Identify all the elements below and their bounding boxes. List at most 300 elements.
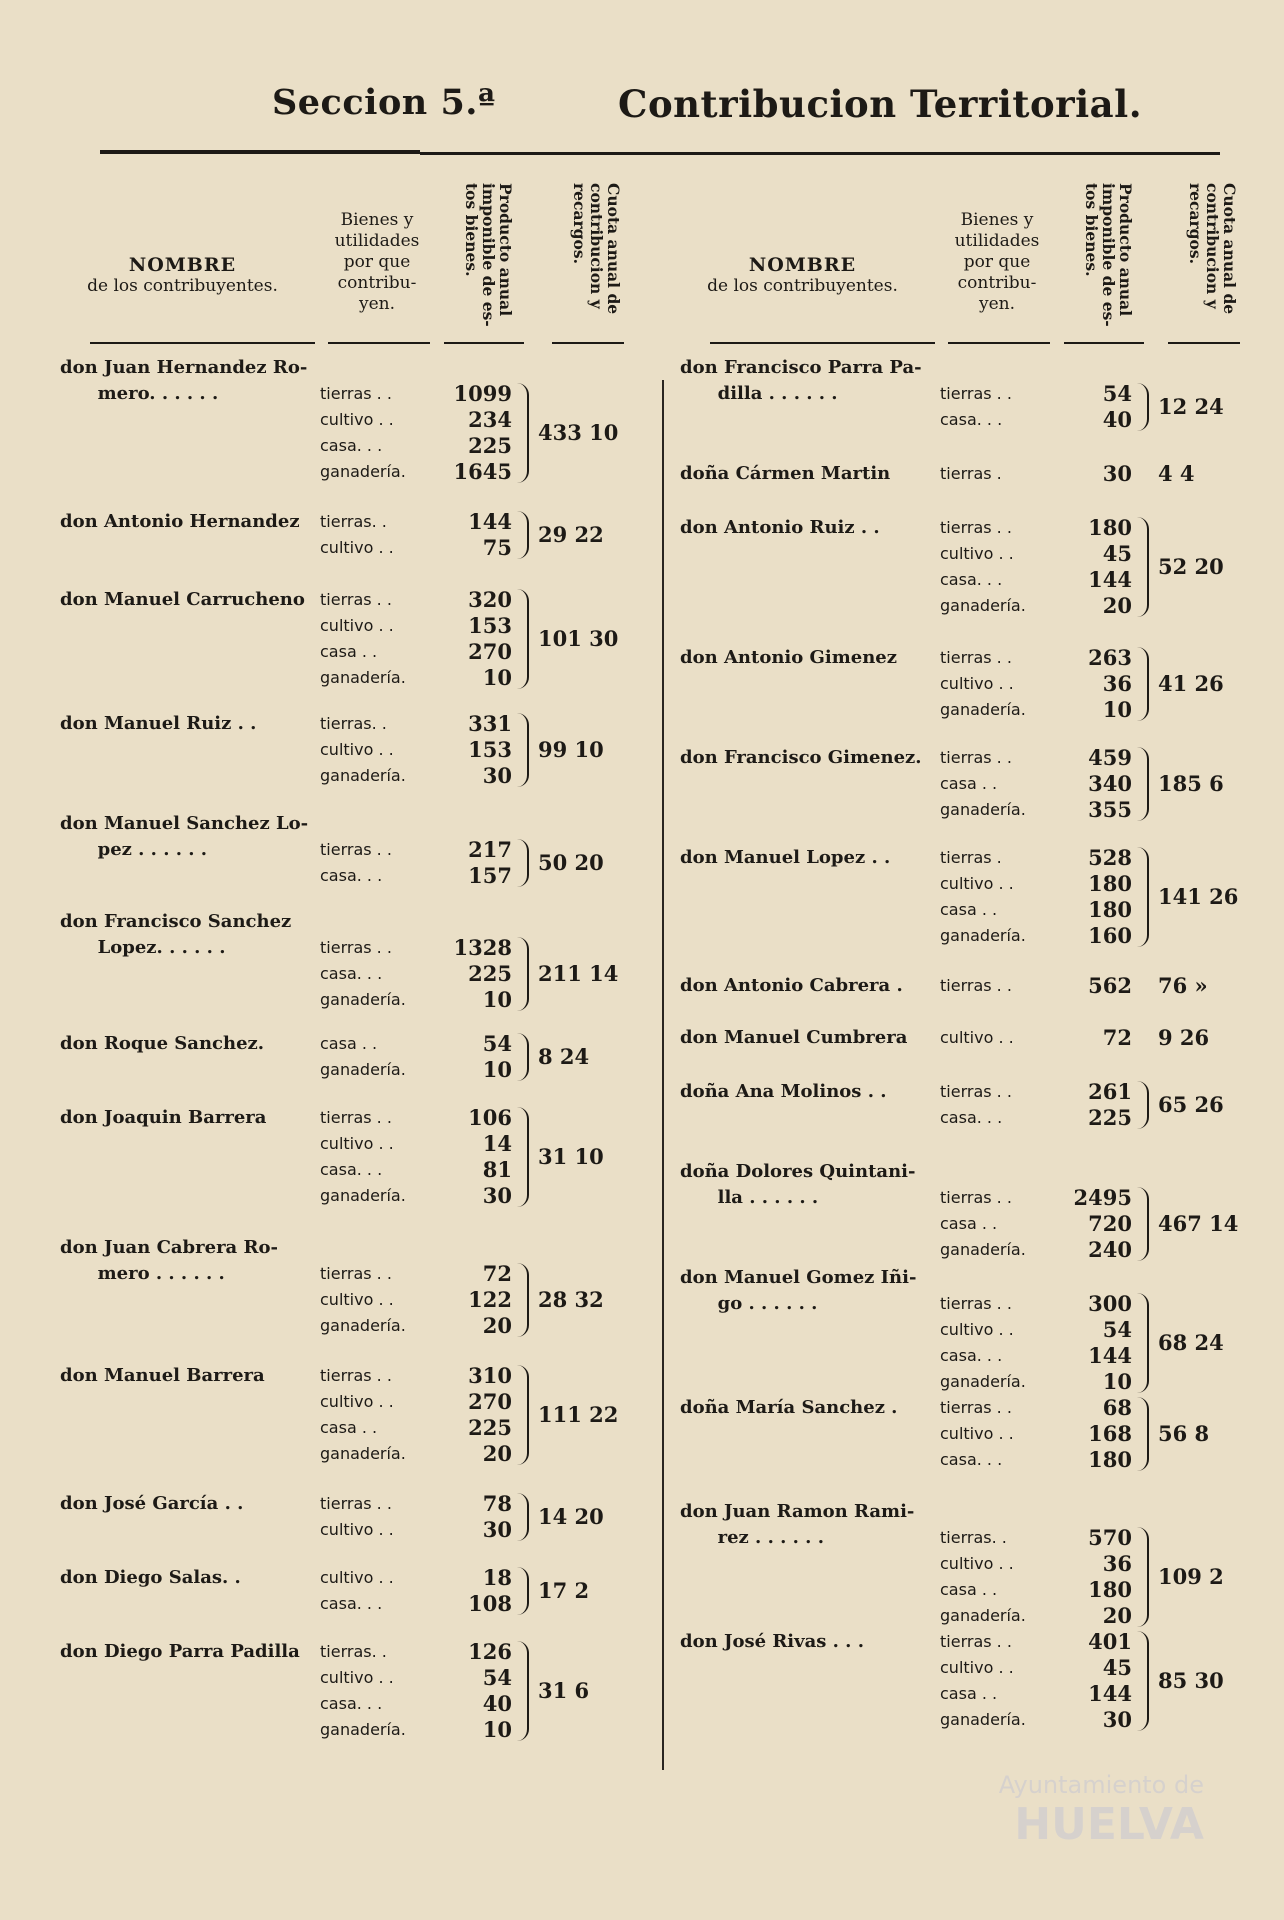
holding-product: 18 bbox=[482, 1565, 512, 1590]
holding-product: 225 bbox=[1088, 1105, 1132, 1130]
holding-type: ganadería. bbox=[320, 766, 406, 785]
holdings-list bbox=[940, 1079, 1140, 1131]
annual-quota: 101 30 bbox=[538, 626, 619, 651]
header-rule bbox=[1168, 342, 1240, 344]
holding-type: ganadería. bbox=[940, 1606, 1026, 1625]
header-rule bbox=[90, 342, 315, 344]
holding-row bbox=[320, 1031, 520, 1057]
holding-row bbox=[940, 407, 1140, 433]
holding-product: 1328 bbox=[453, 935, 512, 960]
holding-product: 217 bbox=[468, 837, 512, 862]
holding-type: casa . . bbox=[320, 1418, 378, 1437]
holding-row bbox=[320, 863, 520, 889]
grouping-brace bbox=[1135, 1081, 1149, 1129]
holding-product: 180 bbox=[1088, 1447, 1132, 1472]
header-rule bbox=[1064, 342, 1144, 344]
grouping-brace bbox=[1135, 1293, 1149, 1393]
holding-type: tierras . . bbox=[940, 384, 1012, 403]
annual-quota: 52 20 bbox=[1158, 554, 1224, 579]
holding-row bbox=[940, 1525, 1140, 1551]
holding-row bbox=[940, 697, 1140, 723]
holding-type: tierras. . bbox=[320, 512, 387, 531]
holding-row bbox=[320, 1131, 520, 1157]
holding-product: 562 bbox=[1088, 973, 1132, 998]
name-header-big: NOMBRE bbox=[748, 254, 857, 276]
holding-type: casa . . bbox=[940, 900, 998, 919]
holding-product: 40 bbox=[482, 1691, 512, 1716]
holding-type: cultivo . . bbox=[940, 1028, 1014, 1047]
holding-type: casa. . . bbox=[320, 866, 383, 885]
holding-product: 20 bbox=[1102, 1603, 1132, 1628]
name-header-small: de los contribuyentes. bbox=[707, 276, 898, 296]
holding-type: casa. . . bbox=[320, 436, 383, 455]
name-column-header bbox=[680, 255, 925, 297]
page-title: Contribucion Territorial. bbox=[618, 82, 1143, 126]
holding-type: tierras . . bbox=[940, 1082, 1012, 1101]
grouping-brace bbox=[1135, 847, 1149, 947]
holding-type: ganadería. bbox=[320, 1444, 406, 1463]
holding-row bbox=[940, 1343, 1140, 1369]
holding-type: cultivo . . bbox=[320, 1290, 394, 1309]
holding-product: 20 bbox=[482, 1441, 512, 1466]
holding-type: tierras . bbox=[940, 848, 1002, 867]
left-column bbox=[60, 175, 650, 1742]
grouping-brace bbox=[515, 713, 529, 787]
holding-row bbox=[940, 593, 1140, 619]
holding-product: 36 bbox=[1102, 1551, 1132, 1576]
annual-quota: 9 26 bbox=[1158, 1025, 1210, 1050]
holding-product: 180 bbox=[1088, 897, 1132, 922]
holding-product: 180 bbox=[1088, 1577, 1132, 1602]
holding-type: ganadería. bbox=[320, 1316, 406, 1335]
grouping-brace bbox=[515, 1493, 529, 1541]
name-column-header bbox=[60, 255, 305, 297]
holding-product: 355 bbox=[1088, 797, 1132, 822]
holding-row bbox=[940, 1079, 1140, 1105]
contributor-name: doña Ana Molinos . . bbox=[680, 1081, 887, 1102]
contributor-name: don Manuel Carrucheno bbox=[60, 589, 305, 610]
holding-type: tierras . . bbox=[320, 1494, 392, 1513]
annual-quota: 12 24 bbox=[1158, 394, 1224, 419]
title-rule-right bbox=[420, 152, 1220, 155]
holding-product: 459 bbox=[1088, 745, 1132, 770]
holding-product: 30 bbox=[482, 763, 512, 788]
name-header-small: de los contribuyentes. bbox=[87, 276, 278, 296]
annual-quota: 68 24 bbox=[1158, 1330, 1224, 1355]
holding-type: tierras . . bbox=[940, 976, 1012, 995]
goods-column-header: Bienes y utilidades por que contribu- yen. bbox=[334, 210, 420, 314]
annual-quota: 433 10 bbox=[538, 420, 619, 445]
holdings-list bbox=[940, 1629, 1140, 1733]
contributor-name: don Diego Parra Padilla bbox=[60, 1641, 300, 1662]
holding-type: casa. . . bbox=[320, 1160, 383, 1179]
holding-product: 10 bbox=[482, 1057, 512, 1082]
holding-product: 240 bbox=[1088, 1237, 1132, 1262]
holding-type: ganadería. bbox=[320, 990, 406, 1009]
holding-type: cultivo . . bbox=[320, 616, 394, 635]
holding-type: cultivo . . bbox=[320, 740, 394, 759]
holdings-list bbox=[320, 837, 520, 889]
holding-row bbox=[940, 1577, 1140, 1603]
holding-row bbox=[320, 1261, 520, 1287]
product-column-header: Producto anual imponible de es- tos bienes. bbox=[462, 183, 515, 327]
holding-row bbox=[320, 459, 520, 485]
holding-type: casa. . . bbox=[940, 570, 1003, 589]
holding-type: tierras . . bbox=[940, 748, 1012, 767]
holding-row bbox=[940, 1655, 1140, 1681]
holding-type: cultivo . . bbox=[940, 1424, 1014, 1443]
grouping-brace bbox=[1135, 1527, 1149, 1627]
holdings-list bbox=[320, 1363, 520, 1467]
holding-type: cultivo . . bbox=[320, 1392, 394, 1411]
grouping-brace bbox=[515, 1641, 529, 1741]
annual-quota: 29 22 bbox=[538, 522, 604, 547]
holding-type: tierras . . bbox=[320, 384, 392, 403]
holdings-list bbox=[940, 1025, 1140, 1051]
holding-product: 78 bbox=[482, 1491, 512, 1516]
holding-product: 36 bbox=[1102, 671, 1132, 696]
holding-type: tierras . . bbox=[940, 1294, 1012, 1313]
grouping-brace bbox=[1135, 517, 1149, 617]
holding-type: casa . . bbox=[320, 642, 378, 661]
holding-product: 263 bbox=[1088, 645, 1132, 670]
holding-type: cultivo . . bbox=[940, 544, 1014, 563]
holdings-list bbox=[940, 381, 1140, 433]
contributor-name: don Antonio Gimenez bbox=[680, 647, 897, 668]
holding-row bbox=[320, 1389, 520, 1415]
holding-product: 234 bbox=[468, 407, 512, 432]
grouping-brace bbox=[515, 1107, 529, 1207]
holding-product: 320 bbox=[468, 587, 512, 612]
annual-quota: 50 20 bbox=[538, 850, 604, 875]
holding-type: tierras . . bbox=[940, 1632, 1012, 1651]
holding-product: 10 bbox=[1102, 697, 1132, 722]
holding-type: casa. . . bbox=[940, 1108, 1003, 1127]
holding-type: tierras . . bbox=[320, 938, 392, 957]
holding-row bbox=[320, 1057, 520, 1083]
contributor-name: don Antonio Cabrera . bbox=[680, 975, 903, 996]
holding-product: 72 bbox=[482, 1261, 512, 1286]
holding-product: 153 bbox=[468, 737, 512, 762]
contributor-name: don Juan Hernandez Ro- mero. . . . . . bbox=[60, 357, 308, 404]
holding-row bbox=[940, 797, 1140, 823]
holding-product: 10 bbox=[1102, 1369, 1132, 1394]
holdings-list bbox=[320, 1565, 520, 1617]
holding-row bbox=[320, 1313, 520, 1339]
holding-product: 160 bbox=[1088, 923, 1132, 948]
holding-type: tierras . . bbox=[940, 1398, 1012, 1417]
holding-product: 45 bbox=[1102, 1655, 1132, 1680]
holding-row bbox=[940, 461, 1140, 487]
holding-row bbox=[320, 1517, 520, 1543]
holding-type: casa. . . bbox=[940, 410, 1003, 429]
holding-row bbox=[940, 1681, 1140, 1707]
grouping-brace bbox=[515, 1365, 529, 1465]
holding-type: tierras. . bbox=[320, 1642, 387, 1661]
holding-type: tierras . . bbox=[320, 1366, 392, 1385]
holding-type: tierras . . bbox=[320, 590, 392, 609]
holding-type: tierras . bbox=[940, 464, 1002, 483]
holding-type: ganadería. bbox=[320, 1186, 406, 1205]
holding-type: cultivo . . bbox=[320, 1668, 394, 1687]
holding-row bbox=[940, 1369, 1140, 1395]
contributor-name: don Diego Salas. . bbox=[60, 1567, 241, 1588]
holding-product: 20 bbox=[482, 1313, 512, 1338]
holding-product: 1099 bbox=[453, 381, 512, 406]
holding-row bbox=[320, 1691, 520, 1717]
holdings-list bbox=[940, 461, 1140, 487]
holding-type: ganadería. bbox=[940, 1372, 1026, 1391]
holding-row bbox=[320, 535, 520, 561]
right-column bbox=[680, 175, 1252, 1732]
holding-type: cultivo . . bbox=[320, 1134, 394, 1153]
holding-row bbox=[940, 1185, 1140, 1211]
holding-row bbox=[940, 567, 1140, 593]
holding-type: cultivo . . bbox=[320, 1568, 394, 1587]
grouping-brace bbox=[515, 1263, 529, 1337]
holding-product: 261 bbox=[1088, 1079, 1132, 1104]
holdings-list bbox=[320, 1491, 520, 1543]
holding-row bbox=[940, 1237, 1140, 1263]
grouping-brace bbox=[515, 511, 529, 559]
holding-row bbox=[940, 771, 1140, 797]
holding-row bbox=[320, 639, 520, 665]
contributor-name: don Manuel Cumbrera bbox=[680, 1027, 908, 1048]
holdings-list bbox=[320, 1105, 520, 1209]
left-table-header bbox=[60, 175, 650, 355]
holding-row bbox=[320, 1157, 520, 1183]
grouping-brace bbox=[1135, 1631, 1149, 1731]
header-rule bbox=[710, 342, 935, 344]
holding-type: ganadería. bbox=[940, 1710, 1026, 1729]
holding-type: ganadería. bbox=[940, 1240, 1026, 1259]
holding-type: casa. . . bbox=[940, 1450, 1003, 1469]
holding-product: 168 bbox=[1088, 1421, 1132, 1446]
holding-type: cultivo . . bbox=[940, 874, 1014, 893]
holding-row bbox=[940, 1395, 1140, 1421]
holdings-list bbox=[320, 509, 520, 561]
holding-row bbox=[940, 1603, 1140, 1629]
goods-column-header: Bienes y utilidades por que contribu- yen. bbox=[954, 210, 1040, 314]
contributor-name: don Manuel Lopez . . bbox=[680, 847, 891, 868]
holding-row bbox=[320, 1105, 520, 1131]
grouping-brace bbox=[515, 1033, 529, 1081]
holdings-list bbox=[940, 973, 1140, 999]
holding-product: 81 bbox=[482, 1157, 512, 1182]
holding-product: 40 bbox=[1102, 407, 1132, 432]
holdings-list bbox=[320, 711, 520, 789]
holding-type: ganadería. bbox=[320, 668, 406, 687]
holding-row bbox=[320, 1565, 520, 1591]
contributor-name: don Antonio Hernandez bbox=[60, 511, 300, 532]
contributor-name: don Manuel Sanchez Lo- pez . . . . . . bbox=[60, 813, 309, 860]
holding-product: 180 bbox=[1088, 871, 1132, 896]
holding-type: tierras . . bbox=[320, 1108, 392, 1127]
holding-product: 10 bbox=[482, 665, 512, 690]
contributor-name: don Francisco Parra Pa- dilla . . . . . . bbox=[680, 357, 922, 404]
holding-type: casa. . . bbox=[320, 964, 383, 983]
holding-product: 126 bbox=[468, 1639, 512, 1664]
holding-product: 144 bbox=[1088, 1681, 1132, 1706]
holding-product: 153 bbox=[468, 613, 512, 638]
grouping-brace bbox=[1135, 647, 1149, 721]
holding-row bbox=[320, 711, 520, 737]
holding-type: cultivo . . bbox=[320, 410, 394, 429]
annual-quota: 65 26 bbox=[1158, 1092, 1224, 1117]
holding-product: 54 bbox=[1102, 1317, 1132, 1342]
holding-product: 331 bbox=[468, 711, 512, 736]
holding-type: tierras. . bbox=[940, 1528, 1007, 1547]
holding-row bbox=[940, 1707, 1140, 1733]
holding-product: 14 bbox=[482, 1131, 512, 1156]
holding-row bbox=[320, 1491, 520, 1517]
holding-product: 54 bbox=[482, 1665, 512, 1690]
holding-product: 10 bbox=[482, 987, 512, 1012]
holding-product: 720 bbox=[1088, 1211, 1132, 1236]
holding-product: 225 bbox=[468, 1415, 512, 1440]
contributor-name: don José Rivas . . . bbox=[680, 1631, 864, 1652]
holding-row bbox=[320, 587, 520, 613]
holdings-list bbox=[940, 845, 1140, 949]
holdings-list bbox=[320, 1261, 520, 1339]
holding-row bbox=[940, 1291, 1140, 1317]
holding-row bbox=[940, 745, 1140, 771]
holding-row bbox=[320, 1639, 520, 1665]
holding-product: 106 bbox=[468, 1105, 512, 1130]
holding-type: tierras . . bbox=[320, 1264, 392, 1283]
holding-product: 45 bbox=[1102, 541, 1132, 566]
holding-product: 270 bbox=[468, 639, 512, 664]
holding-product: 570 bbox=[1088, 1525, 1132, 1550]
holdings-list bbox=[320, 1031, 520, 1083]
holding-row bbox=[320, 509, 520, 535]
holding-product: 54 bbox=[482, 1031, 512, 1056]
holding-type: cultivo . . bbox=[940, 1554, 1014, 1573]
holding-type: casa. . . bbox=[940, 1346, 1003, 1365]
holding-type: cultivo . . bbox=[320, 1520, 394, 1539]
holding-type: tierras . . bbox=[940, 518, 1012, 537]
annual-quota: 109 2 bbox=[1158, 1564, 1224, 1589]
holding-row bbox=[940, 515, 1140, 541]
holding-row bbox=[940, 1025, 1140, 1051]
holding-product: 225 bbox=[468, 961, 512, 986]
holdings-list bbox=[940, 645, 1140, 723]
annual-quota: 56 8 bbox=[1158, 1421, 1210, 1446]
holding-row bbox=[940, 845, 1140, 871]
contributor-name: don Francisco Sanchez Lopez. . . . . . bbox=[60, 911, 292, 958]
annual-quota: 31 6 bbox=[538, 1678, 590, 1703]
header-rule bbox=[328, 342, 430, 344]
holding-product: 122 bbox=[468, 1287, 512, 1312]
contributor-name: don Roque Sanchez. bbox=[60, 1033, 265, 1054]
header-rule bbox=[948, 342, 1050, 344]
holding-product: 528 bbox=[1088, 845, 1132, 870]
contributor-name: don Manuel Barrera bbox=[60, 1365, 265, 1386]
holding-row bbox=[320, 1717, 520, 1743]
contributor-name: don Juan Ramon Rami- rez . . . . . . bbox=[680, 1501, 915, 1548]
grouping-brace bbox=[1135, 1397, 1149, 1471]
grouping-brace bbox=[1135, 747, 1149, 821]
holding-product: 68 bbox=[1102, 1395, 1132, 1420]
holding-type: ganadería. bbox=[320, 1720, 406, 1739]
holding-row bbox=[320, 665, 520, 691]
contributor-name: don Francisco Gimenez. bbox=[680, 747, 922, 768]
grouping-brace bbox=[515, 937, 529, 1011]
holding-row bbox=[940, 897, 1140, 923]
holding-type: casa . . bbox=[940, 1580, 998, 1599]
holding-row bbox=[940, 871, 1140, 897]
holding-row bbox=[320, 1591, 520, 1617]
holding-row bbox=[940, 1447, 1140, 1473]
holding-product: 144 bbox=[1088, 1343, 1132, 1368]
holding-product: 401 bbox=[1088, 1629, 1132, 1654]
holding-row bbox=[320, 407, 520, 433]
annual-quota: 17 2 bbox=[538, 1578, 590, 1603]
holdings-list bbox=[320, 1639, 520, 1743]
holding-row bbox=[320, 935, 520, 961]
holding-product: 157 bbox=[468, 863, 512, 888]
holdings-list bbox=[940, 1395, 1140, 1473]
name-header-big: NOMBRE bbox=[128, 254, 237, 276]
holding-product: 72 bbox=[1102, 1025, 1132, 1050]
holding-row bbox=[320, 1441, 520, 1467]
product-column-header: Producto anual imponible de es- tos bienes. bbox=[1082, 183, 1135, 327]
holdings-list bbox=[320, 587, 520, 691]
holding-row bbox=[940, 1317, 1140, 1343]
holding-type: casa . . bbox=[940, 1684, 998, 1703]
watermark-line2: HUELVA bbox=[1014, 1799, 1204, 1850]
holding-type: casa. . . bbox=[320, 1694, 383, 1713]
annual-quota: 31 10 bbox=[538, 1144, 604, 1169]
header-rule bbox=[552, 342, 624, 344]
annual-quota: 185 6 bbox=[1158, 771, 1224, 796]
holding-type: cultivo . . bbox=[940, 674, 1014, 693]
holding-row bbox=[940, 973, 1140, 999]
annual-quota: 99 10 bbox=[538, 737, 604, 762]
contributor-name: doña Dolores Quintani- lla . . . . . . bbox=[680, 1161, 916, 1208]
holding-product: 270 bbox=[468, 1389, 512, 1414]
archive-watermark bbox=[999, 1771, 1204, 1850]
holding-type: casa . . bbox=[940, 1214, 998, 1233]
holdings-list bbox=[320, 381, 520, 485]
holding-product: 2495 bbox=[1073, 1185, 1132, 1210]
grouping-brace bbox=[515, 1567, 529, 1615]
contributor-name: don Manuel Gomez Iñi- go . . . . . . bbox=[680, 1267, 917, 1314]
holdings-list bbox=[940, 1525, 1140, 1629]
holding-type: ganadería. bbox=[940, 596, 1026, 615]
holding-row bbox=[940, 1551, 1140, 1577]
holdings-list bbox=[940, 515, 1140, 619]
holding-type: ganadería. bbox=[320, 1060, 406, 1079]
annual-quota: 76 » bbox=[1158, 973, 1208, 998]
annual-quota: 14 20 bbox=[538, 1504, 604, 1529]
holding-product: 20 bbox=[1102, 593, 1132, 618]
holding-product: 30 bbox=[1102, 461, 1132, 486]
holding-row bbox=[320, 987, 520, 1013]
holding-row bbox=[940, 541, 1140, 567]
contributor-name: doña María Sanchez . bbox=[680, 1397, 898, 1418]
annual-quota: 467 14 bbox=[1158, 1211, 1239, 1236]
holding-type: casa . . bbox=[940, 774, 998, 793]
grouping-brace bbox=[1135, 383, 1149, 431]
holding-type: tierras . . bbox=[940, 1188, 1012, 1207]
holding-product: 30 bbox=[482, 1183, 512, 1208]
holding-product: 340 bbox=[1088, 771, 1132, 796]
holding-product: 310 bbox=[468, 1363, 512, 1388]
holding-row bbox=[320, 613, 520, 639]
holding-type: cultivo . . bbox=[940, 1658, 1014, 1677]
holding-row bbox=[320, 381, 520, 407]
